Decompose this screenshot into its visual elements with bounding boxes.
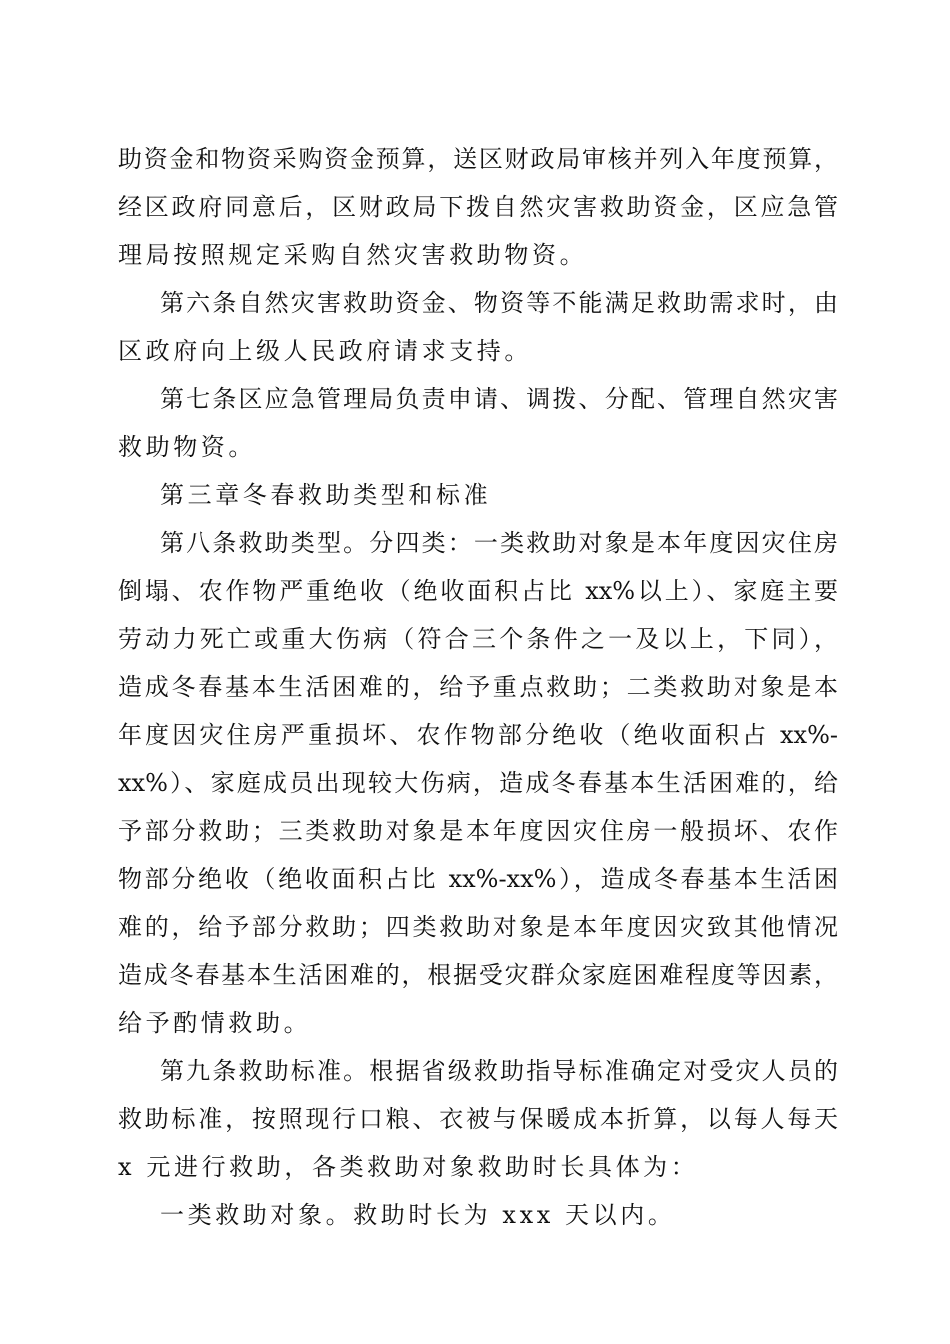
text-line: 年度因灾住房严重损坏、农作物部分绝收（绝收面积占 xx%- [118,721,838,749]
text-line: 第九条救助标准。根据省级救助指导标准确定对受灾人员的 [160,1057,838,1085]
text-line: 经区政府同意后，区财政局下拨自然灾害救助资金，区应急管 [118,193,838,221]
text-line: xx%）、家庭成员出现较大伤病，造成冬春基本生活困难的，给 [118,769,838,797]
section-heading: 第三章冬春救助类型和标准 [160,481,492,509]
text-line: 一类救助对象。救助时长为 xxx 天以内。 [160,1201,676,1229]
text-line: 第八条救助类型。分四类：一类救助对象是本年度因灾住房 [160,529,838,557]
text-line: 区政府向上级人民政府请求支持。 [118,337,532,365]
text-line: 第七条区应急管理局负责申请、调拨、分配、管理自然灾害 [160,385,838,413]
text-line: 劳动力死亡或重大伤病（符合三个条件之一及以上，下同）， [118,625,838,653]
text-line: 倒塌、农作物严重绝收（绝收面积占比 xx%以上）、家庭主要 [118,577,838,605]
text-line: 救助标准，按照现行口粮、衣被与保暖成本折算，以每人每天 [118,1105,838,1133]
text-line: 第六条自然灾害救助资金、物资等不能满足救助需求时，由 [160,289,838,317]
text-line: 造成冬春基本生活困难的，根据受灾群众家庭困难程度等因素， [118,961,838,989]
text-line: 难的，给予部分救助；四类救助对象是本年度因灾致其他情况 [118,913,838,941]
text-line: 理局按照规定采购自然灾害救助物资。 [118,241,588,269]
text-line: 物部分绝收（绝收面积占比 xx%-xx%），造成冬春基本生活困 [118,865,838,893]
text-line: 予部分救助；三类救助对象是本年度因灾住房一般损坏、农作 [118,817,838,845]
text-line: 造成冬春基本生活困难的，给予重点救助；二类救助对象是本 [118,673,838,701]
text-line: x 元进行救助，各类救助对象救助时长具体为： [118,1153,699,1181]
text-line: 给予酌情救助。 [118,1009,312,1037]
text-line: 助资金和物资采购资金预算，送区财政局审核并列入年度预算， [118,145,838,173]
text-line: 救助物资。 [118,433,256,461]
